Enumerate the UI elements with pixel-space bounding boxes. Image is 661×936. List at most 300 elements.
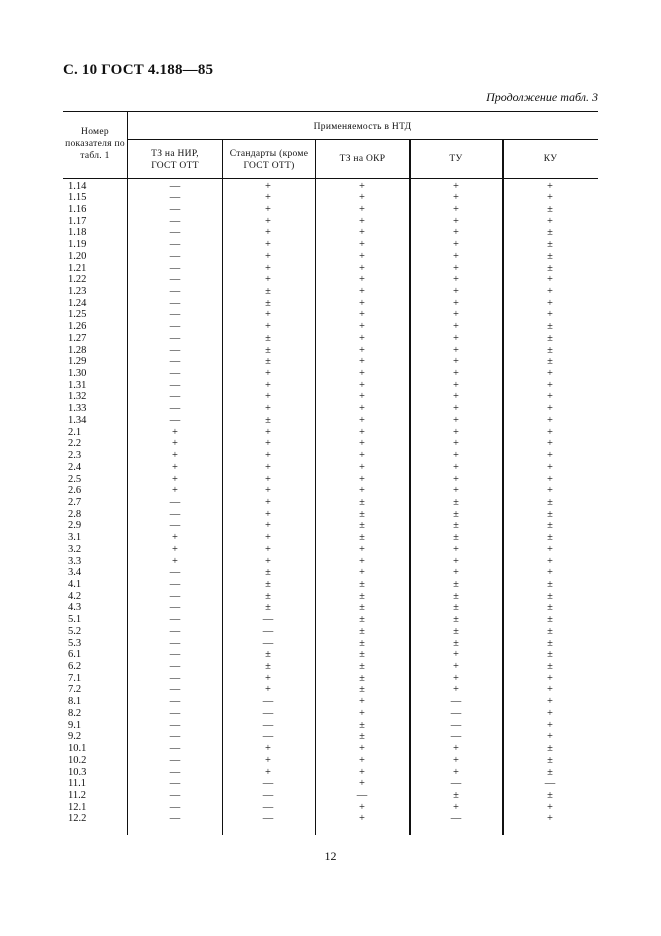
applicability-mark: + [265, 391, 271, 403]
applicability-mark: — [169, 180, 181, 192]
row-number: 2.4 [68, 461, 82, 473]
applicability-mark: — [262, 813, 274, 825]
applicability-mark: — [450, 719, 462, 731]
applicability-mark: — [450, 696, 462, 708]
applicability-mark: ± [359, 590, 365, 602]
applicability-mark: ± [265, 344, 271, 356]
applicability-mark: — [169, 379, 181, 391]
applicability-mark: — [169, 239, 181, 251]
applicability-mark: ± [359, 731, 365, 743]
applicability-mark: + [359, 227, 365, 239]
applicability-mark: + [172, 450, 178, 462]
table-row [0, 415, 661, 426]
applicability-mark: + [453, 321, 459, 333]
applicability-mark: ± [547, 203, 553, 215]
row-number: 1.27 [68, 332, 87, 344]
applicability-mark: ± [265, 285, 271, 297]
applicability-mark: + [453, 649, 459, 661]
applicability-mark: + [453, 684, 459, 696]
table-row [0, 731, 661, 742]
row-number: 3.2 [68, 543, 82, 555]
applicability-mark: — [169, 250, 181, 262]
applicability-mark: + [453, 285, 459, 297]
applicability-mark: + [453, 203, 459, 215]
applicability-mark: + [547, 379, 553, 391]
applicability-mark: + [453, 227, 459, 239]
row-number: 1.16 [68, 203, 87, 215]
applicability-mark: + [453, 672, 459, 684]
row-number: 1.21 [68, 262, 87, 274]
applicability-mark: + [359, 332, 365, 344]
applicability-mark: + [359, 180, 365, 192]
row-number: 2.6 [68, 485, 82, 497]
applicability-mark: — [169, 414, 181, 426]
applicability-mark: — [169, 321, 181, 333]
applicability-mark: ± [453, 578, 459, 590]
applicability-mark: + [453, 438, 459, 450]
row-number: 5.1 [68, 614, 82, 626]
table-row [0, 778, 661, 789]
applicability-mark: + [172, 438, 178, 450]
table-row [0, 298, 661, 309]
table-row [0, 462, 661, 473]
applicability-mark: — [169, 368, 181, 380]
applicability-mark: + [547, 309, 553, 321]
table-row [0, 673, 661, 684]
applicability-mark: — [450, 731, 462, 743]
table-row [0, 403, 661, 414]
table-row [0, 239, 661, 250]
applicability-mark: + [453, 262, 459, 274]
applicability-mark: + [265, 203, 271, 215]
applicability-mark: + [547, 403, 553, 415]
row-number: 2.1 [68, 426, 82, 438]
applicability-mark: — [169, 297, 181, 309]
applicability-mark: — [262, 731, 274, 743]
row-number: 1.19 [68, 239, 87, 251]
applicability-mark: + [547, 707, 553, 719]
applicability-mark: + [547, 450, 553, 462]
applicability-mark: + [359, 461, 365, 473]
table-row [0, 474, 661, 485]
applicability-mark: + [453, 543, 459, 555]
applicability-mark: + [359, 321, 365, 333]
applicability-mark: ± [265, 297, 271, 309]
applicability-mark: ± [547, 625, 553, 637]
applicability-mark: ± [547, 262, 553, 274]
applicability-mark: ± [453, 520, 459, 532]
applicability-mark: + [453, 239, 459, 251]
applicability-mark: + [547, 426, 553, 438]
applicability-mark: + [547, 801, 553, 813]
applicability-mark: ± [547, 661, 553, 673]
applicability-mark: — [169, 590, 181, 602]
applicability-mark: + [547, 192, 553, 204]
applicability-mark: + [547, 215, 553, 227]
row-number: 4.2 [68, 590, 82, 602]
applicability-mark: + [359, 203, 365, 215]
applicability-mark: + [359, 696, 365, 708]
row-number: 7.1 [68, 672, 82, 684]
applicability-mark: + [359, 473, 365, 485]
applicability-mark: + [453, 426, 459, 438]
table-row [0, 696, 661, 707]
applicability-mark: ± [359, 719, 365, 731]
applicability-mark: + [547, 567, 553, 579]
table-row [0, 614, 661, 625]
applicability-mark: + [265, 215, 271, 227]
header-bottom-rule [63, 178, 598, 179]
row-number: 6.2 [68, 661, 82, 673]
applicability-mark: ± [547, 754, 553, 766]
applicability-mark: + [265, 250, 271, 262]
table-row [0, 391, 661, 402]
applicability-mark: + [547, 485, 553, 497]
row-number: 2.8 [68, 508, 82, 520]
applicability-mark: + [265, 403, 271, 415]
applicability-mark: + [359, 274, 365, 286]
column-header: ТЗ на НИР, ГОСТ ОТТ [151, 149, 199, 171]
applicability-mark: + [265, 239, 271, 251]
table-row [0, 485, 661, 496]
table-row [0, 380, 661, 391]
applicability-mark: + [265, 520, 271, 532]
applicability-mark: + [359, 778, 365, 790]
applicability-mark: — [356, 789, 368, 801]
applicability-mark: ± [547, 332, 553, 344]
applicability-mark: + [453, 555, 459, 567]
applicability-mark: + [547, 297, 553, 309]
applicability-mark: ± [359, 637, 365, 649]
group-header-rule [127, 139, 598, 140]
applicability-mark: ± [453, 532, 459, 544]
applicability-mark: ± [359, 532, 365, 544]
row-number: 1.14 [68, 180, 87, 192]
applicability-mark: — [169, 508, 181, 520]
applicability-mark: + [453, 391, 459, 403]
applicability-mark: + [547, 414, 553, 426]
applicability-mark: + [359, 567, 365, 579]
applicability-mark: + [265, 508, 271, 520]
applicability-mark: — [169, 637, 181, 649]
table-row [0, 274, 661, 285]
applicability-mark: + [359, 414, 365, 426]
table-row [0, 450, 661, 461]
applicability-mark: ± [359, 625, 365, 637]
applicability-mark: — [544, 778, 556, 790]
row-number: 1.34 [68, 414, 87, 426]
applicability-mark: + [172, 532, 178, 544]
applicability-mark: + [359, 215, 365, 227]
applicability-mark: + [359, 450, 365, 462]
row-number: 1.24 [68, 297, 87, 309]
applicability-mark: + [359, 426, 365, 438]
applicability-mark: — [169, 766, 181, 778]
applicability-mark: — [169, 192, 181, 204]
table-row [0, 497, 661, 508]
applicability-mark: + [265, 309, 271, 321]
applicability-mark: ± [359, 602, 365, 614]
row-number: 1.20 [68, 250, 87, 262]
applicability-mark: + [547, 813, 553, 825]
applicability-mark: + [359, 297, 365, 309]
applicability-mark: ± [359, 520, 365, 532]
applicability-mark: ± [547, 614, 553, 626]
applicability-mark: ± [547, 766, 553, 778]
applicability-mark: — [169, 356, 181, 368]
applicability-mark: + [359, 250, 365, 262]
applicability-mark: ± [453, 789, 459, 801]
table-row [0, 368, 661, 379]
applicability-mark: — [169, 684, 181, 696]
applicability-mark: — [169, 309, 181, 321]
applicability-mark: + [547, 543, 553, 555]
applicability-mark: + [359, 403, 365, 415]
table-row [0, 309, 661, 320]
applicability-mark: + [265, 473, 271, 485]
applicability-mark: + [265, 227, 271, 239]
applicability-mark: ± [265, 590, 271, 602]
applicability-mark: — [169, 567, 181, 579]
applicability-mark: + [359, 368, 365, 380]
applicability-mark: + [265, 743, 271, 755]
applicability-mark: ± [547, 508, 553, 520]
table-row [0, 649, 661, 660]
applicability-mark: + [453, 250, 459, 262]
applicability-mark: ± [547, 602, 553, 614]
applicability-mark: + [359, 239, 365, 251]
applicability-mark: ± [547, 227, 553, 239]
applicability-mark: ± [265, 332, 271, 344]
applicability-mark: ± [265, 661, 271, 673]
applicability-mark: ± [265, 356, 271, 368]
applicability-mark: + [172, 426, 178, 438]
applicability-mark: + [265, 192, 271, 204]
applicability-mark: + [359, 438, 365, 450]
applicability-mark: + [265, 461, 271, 473]
applicability-mark: ± [453, 614, 459, 626]
applicability-mark: — [169, 625, 181, 637]
applicability-mark: + [265, 180, 271, 192]
row-number: 12.1 [68, 801, 87, 813]
applicability-mark: + [359, 285, 365, 297]
row-number: 12.2 [68, 813, 87, 825]
applicability-mark: + [265, 438, 271, 450]
row-number: 5.3 [68, 637, 82, 649]
applicability-mark: — [169, 649, 181, 661]
applicability-mark: + [547, 719, 553, 731]
applicability-mark: — [169, 520, 181, 532]
applicability-mark: — [169, 332, 181, 344]
row-number: 10.2 [68, 754, 87, 766]
table-row [0, 251, 661, 262]
applicability-mark: — [262, 801, 274, 813]
applicability-mark: — [450, 813, 462, 825]
applicability-mark: + [359, 391, 365, 403]
table-row [0, 333, 661, 344]
applicability-mark: + [359, 344, 365, 356]
applicability-mark: + [265, 555, 271, 567]
row-number: 1.23 [68, 285, 87, 297]
applicability-mark: + [359, 356, 365, 368]
applicability-mark: — [169, 731, 181, 743]
applicability-mark: ± [547, 356, 553, 368]
applicability-mark: + [453, 368, 459, 380]
applicability-mark: ± [453, 625, 459, 637]
applicability-mark: + [547, 696, 553, 708]
applicability-mark: ± [547, 578, 553, 590]
table-row [0, 743, 661, 754]
table-row [0, 813, 661, 824]
column-header: КУ [543, 154, 558, 164]
table-row [0, 602, 661, 613]
applicability-mark: — [169, 274, 181, 286]
row-number: 1.25 [68, 309, 87, 321]
applicability-mark: ± [265, 414, 271, 426]
applicability-mark: + [453, 297, 459, 309]
applicability-mark: + [547, 555, 553, 567]
applicability-mark: — [169, 391, 181, 403]
applicability-mark: + [359, 485, 365, 497]
applicability-mark: ± [547, 496, 553, 508]
applicability-mark: + [453, 356, 459, 368]
applicability-mark: + [547, 461, 553, 473]
applicability-mark: + [453, 473, 459, 485]
applicability-mark: — [169, 696, 181, 708]
applicability-mark: ± [547, 590, 553, 602]
applicability-mark: + [453, 485, 459, 497]
row-number: 6.1 [68, 649, 82, 661]
applicability-mark: + [172, 473, 178, 485]
row-number: 3.4 [68, 567, 82, 579]
table-row [0, 626, 661, 637]
applicability-mark: + [359, 743, 365, 755]
applicability-mark: + [265, 754, 271, 766]
applicability-mark: + [265, 766, 271, 778]
applicability-mark: — [169, 801, 181, 813]
applicability-mark: + [453, 344, 459, 356]
row-number: 1.22 [68, 274, 87, 286]
applicability-mark: — [169, 707, 181, 719]
table-row [0, 427, 661, 438]
table-row [0, 544, 661, 555]
applicability-mark: — [262, 625, 274, 637]
applicability-mark: + [265, 496, 271, 508]
applicability-mark: + [359, 309, 365, 321]
applicability-mark: ± [453, 637, 459, 649]
applicability-mark: + [359, 379, 365, 391]
applicability-mark: + [547, 473, 553, 485]
applicability-mark: + [453, 403, 459, 415]
applicability-mark: + [172, 485, 178, 497]
applicability-mark: + [265, 532, 271, 544]
row-number: 7.2 [68, 684, 82, 696]
applicability-mark: — [262, 637, 274, 649]
applicability-mark: + [453, 274, 459, 286]
applicability-mark: + [453, 192, 459, 204]
applicability-mark: + [265, 672, 271, 684]
table-row [0, 204, 661, 215]
applicability-mark: ± [547, 649, 553, 661]
applicability-mark: + [453, 379, 459, 391]
table-row [0, 708, 661, 719]
row-number: 4.1 [68, 578, 82, 590]
row-number: 1.33 [68, 403, 87, 415]
applicability-mark: — [169, 215, 181, 227]
applicability-mark: + [453, 801, 459, 813]
row-number: 9.1 [68, 719, 82, 731]
applicability-mark: ± [547, 250, 553, 262]
applicability-mark: + [265, 450, 271, 462]
page-number: 12 [324, 849, 337, 863]
page-title: С. 10 ГОСТ 4.188—85 [63, 62, 214, 78]
row-number: 2.7 [68, 496, 82, 508]
applicability-mark: + [453, 766, 459, 778]
applicability-mark: — [450, 707, 462, 719]
row-number: 1.32 [68, 391, 87, 403]
applicability-mark: ± [453, 496, 459, 508]
row-number: 1.15 [68, 192, 87, 204]
table-row [0, 263, 661, 274]
row-number: 1.26 [68, 321, 87, 333]
applicability-mark: + [547, 285, 553, 297]
applicability-mark: + [359, 707, 365, 719]
table-row [0, 509, 661, 520]
table-row [0, 216, 661, 227]
applicability-mark: + [359, 766, 365, 778]
applicability-mark: — [262, 707, 274, 719]
applicability-mark: ± [265, 649, 271, 661]
table-row [0, 790, 661, 801]
applicability-mark: + [359, 543, 365, 555]
applicability-mark: + [359, 192, 365, 204]
applicability-mark: ± [547, 321, 553, 333]
applicability-mark: — [169, 203, 181, 215]
applicability-mark: — [169, 672, 181, 684]
applicability-mark: ± [547, 520, 553, 532]
applicability-mark: — [169, 661, 181, 673]
applicability-mark: — [169, 496, 181, 508]
table-row [0, 755, 661, 766]
row-number: 1.30 [68, 368, 87, 380]
applicability-mark: + [172, 555, 178, 567]
applicability-mark: ± [265, 602, 271, 614]
applicability-mark: + [265, 543, 271, 555]
applicability-mark: ± [547, 532, 553, 544]
column-header: ТЗ на ОКР [339, 154, 386, 164]
applicability-mark: ± [359, 672, 365, 684]
table-row [0, 579, 661, 590]
applicability-mark: + [265, 426, 271, 438]
applicability-mark: ± [359, 614, 365, 626]
applicability-mark: — [450, 778, 462, 790]
table-row [0, 286, 661, 297]
applicability-mark: — [262, 696, 274, 708]
applicability-mark: ± [265, 567, 271, 579]
applicability-mark: + [453, 567, 459, 579]
applicability-mark: + [265, 321, 271, 333]
table-row [0, 567, 661, 578]
table-row [0, 181, 661, 192]
row-number: 1.17 [68, 215, 87, 227]
applicability-mark: — [169, 344, 181, 356]
applicability-mark: ± [359, 684, 365, 696]
table-top-rule [63, 111, 598, 112]
applicability-mark: + [359, 555, 365, 567]
table-row [0, 720, 661, 731]
row-number: 1.28 [68, 344, 87, 356]
row-number: 11.2 [68, 789, 86, 801]
